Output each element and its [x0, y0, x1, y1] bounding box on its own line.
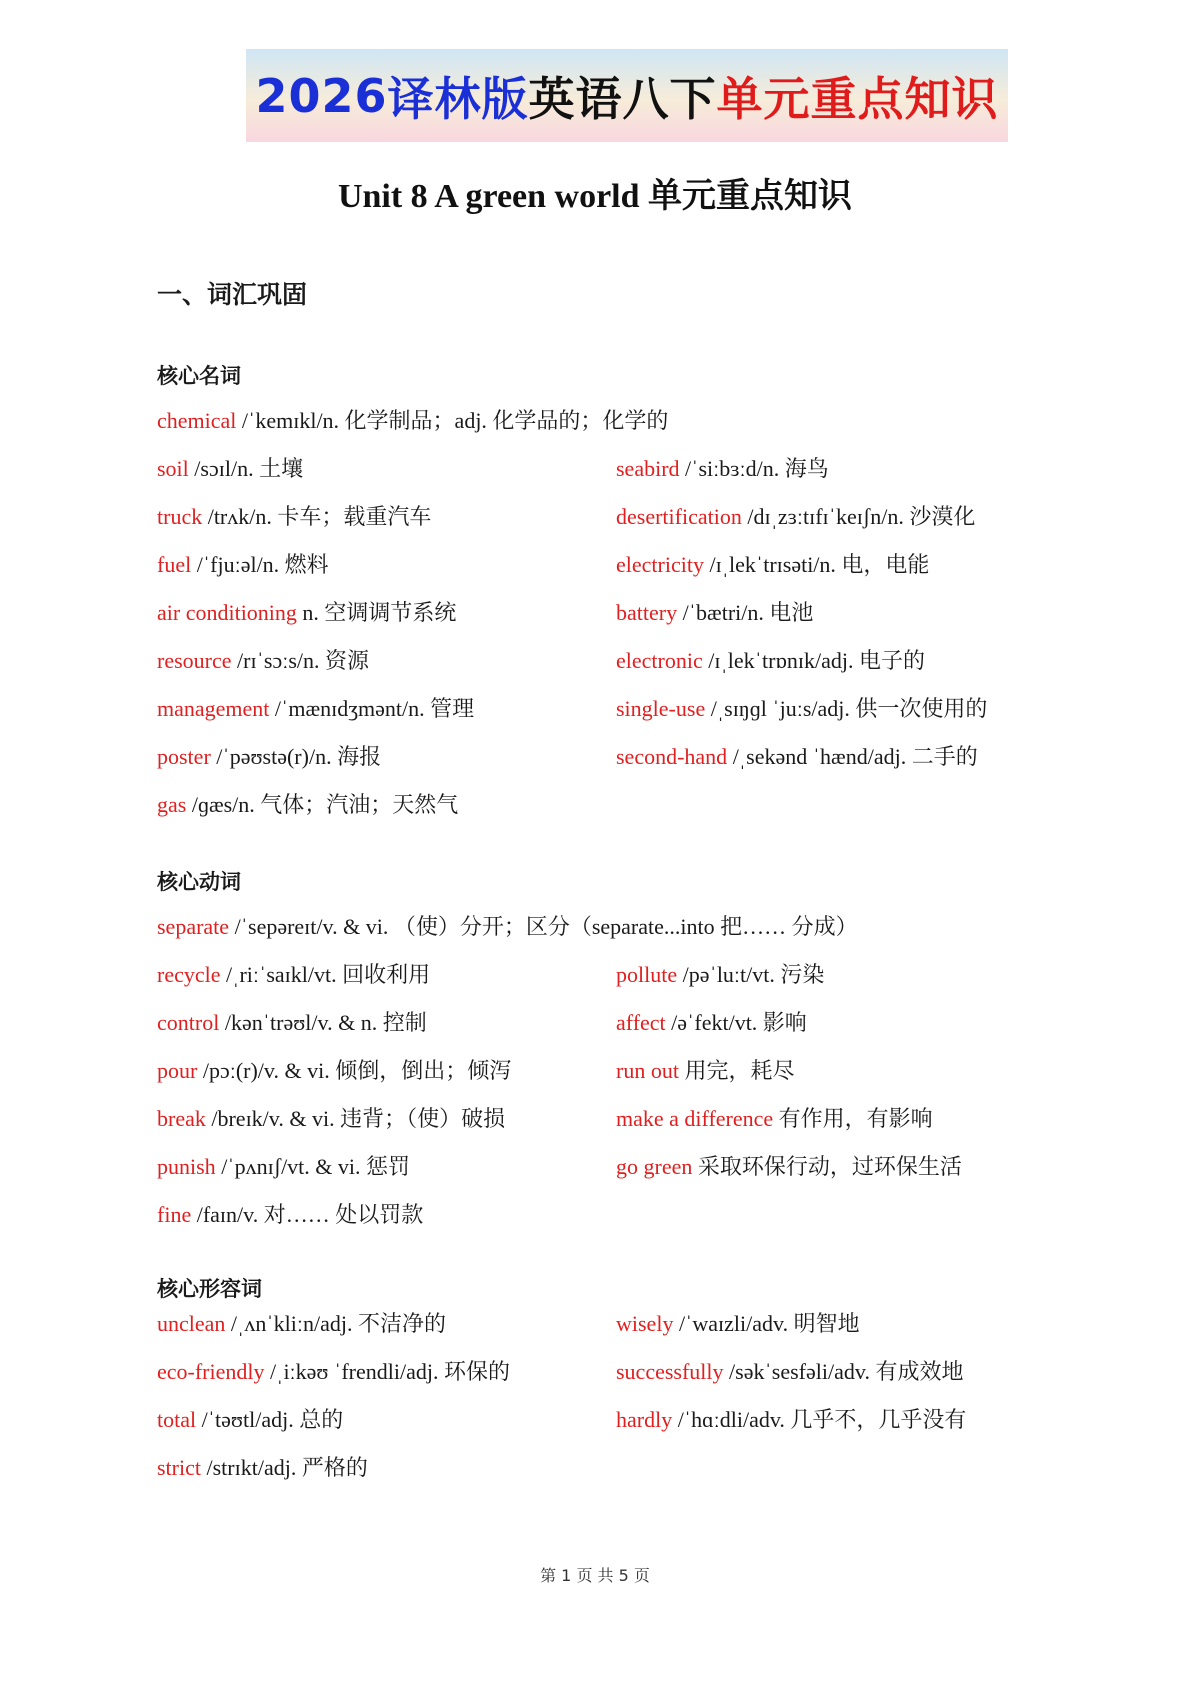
vocab-word: make a difference — [616, 1106, 774, 1131]
vocab-entry — [157, 695, 474, 723]
vocab-word: fine — [157, 1202, 192, 1227]
vocab-definition: /sɔɪl/n. 土壤 — [188, 456, 304, 481]
vocab-word: battery — [616, 600, 678, 625]
vocab-entry — [616, 1153, 962, 1181]
page-number: 第 1 页 共 5 页 — [540, 1566, 650, 1585]
vocab-definition: /ˈhɑːdli/adv. 几乎不，几乎没有 — [672, 1407, 967, 1432]
vocab-definition: /pɔː(r)/v. & vi. 倾倒，倒出；倾泻 — [197, 1058, 512, 1083]
vocab-entry — [616, 551, 929, 579]
vocab-entry — [157, 407, 668, 435]
page-title: Unit 8 A green world 单元重点知识 — [337, 178, 853, 215]
vocab-word: electronic — [616, 648, 703, 673]
vocab-entry — [157, 647, 369, 675]
vocab-entry — [157, 913, 858, 941]
vocab-definition: /ˌsekənd ˈhænd/adj. 二手的 — [727, 744, 978, 769]
vocab-word: chemical — [157, 408, 237, 433]
vocab-word: pollute — [616, 962, 678, 987]
vocab-entry — [616, 1406, 966, 1434]
vocab-entry — [157, 599, 456, 627]
vocab-definition: /trʌk/n. 卡车；载重汽车 — [202, 504, 432, 529]
vocab-word: gas — [157, 792, 187, 817]
vocab-entry — [616, 455, 829, 483]
vocab-definition: /pəˈluːt/vt. 污染 — [677, 962, 825, 987]
vocab-entry — [157, 1201, 423, 1229]
vocab-definition: /ˌiːkəʊ ˈfrendli/adj. 环保的 — [264, 1359, 510, 1384]
vocab-definition: /səkˈsesfəli/adv. 有成效地 — [723, 1359, 964, 1384]
subheading-nouns: 核心名词 — [157, 364, 241, 388]
vocab-word: wisely — [616, 1311, 674, 1336]
vocab-definition: n. 空调调节系统 — [296, 600, 457, 625]
vocab-word: strict — [157, 1455, 201, 1480]
vocab-entry — [157, 1105, 505, 1133]
vocab-word: fuel — [157, 552, 192, 577]
vocab-definition: /ˈbætri/n. 电池 — [677, 600, 814, 625]
vocab-definition: /rɪˈsɔːs/n. 资源 — [231, 648, 370, 673]
vocab-word: successfully — [616, 1359, 724, 1384]
vocab-definition: /ˈtəʊtl/adj. 总的 — [196, 1407, 344, 1432]
vocab-definition: /faɪn/v. 对…… 处以罚款 — [191, 1202, 424, 1227]
vocab-definition: /ɪˌlekˈtrɒnɪk/adj. 电子的 — [702, 648, 926, 673]
vocab-entry — [157, 1009, 427, 1037]
vocab-word: control — [157, 1010, 220, 1035]
vocab-entry — [157, 455, 303, 483]
vocab-word: break — [157, 1106, 206, 1131]
vocab-entry — [157, 791, 458, 819]
vocab-definition: /ɪˌlekˈtrɪsəti/n. 电，电能 — [703, 552, 930, 577]
vocab-definition: /ˈsepəreɪt/v. & vi. （使）分开；区分（separate...into 把…… 分成） — [229, 914, 858, 939]
vocab-entry — [616, 695, 987, 723]
title-banner — [246, 49, 1008, 142]
vocab-word: resource — [157, 648, 232, 673]
vocab-entry — [157, 1310, 446, 1338]
vocab-entry — [157, 503, 431, 531]
vocab-word: truck — [157, 504, 203, 529]
vocab-definition: /ɡæs/n. 气体；汽油；天然气 — [186, 792, 459, 817]
vocab-word: single-use — [616, 696, 706, 721]
vocab-definition: /ˌriːˈsaɪkl/vt. 回收利用 — [220, 962, 431, 987]
vocab-definition: /kənˈtrəʊl/v. & n. 控制 — [219, 1010, 427, 1035]
vocab-word: seabird — [616, 456, 680, 481]
vocab-definition: /dɪˌzɜːtɪfɪˈkeɪʃn/n. 沙漠化 — [741, 504, 976, 529]
subheading-verbs: 核心动词 — [157, 870, 241, 894]
vocab-word: total — [157, 1407, 197, 1432]
vocab-entry — [616, 599, 813, 627]
vocab-entry — [157, 1406, 343, 1434]
vocab-entry — [616, 1105, 933, 1133]
banner-publisher: 译林版 — [387, 71, 529, 126]
vocab-entry — [157, 551, 329, 579]
vocab-word: run out — [616, 1058, 679, 1083]
vocab-entry — [616, 647, 925, 675]
vocab-entry — [616, 961, 824, 989]
vocab-word: eco-friendly — [157, 1359, 265, 1384]
subheading-adjectives: 核心形容词 — [157, 1277, 262, 1301]
vocab-definition: /əˈfekt/vt. 影响 — [665, 1010, 807, 1035]
vocab-definition: /strɪkt/adj. 严格的 — [201, 1455, 368, 1480]
banner-topic: 单元重点知识 — [716, 71, 999, 126]
vocab-definition: /ˈfjuːəl/n. 燃料 — [191, 552, 329, 577]
vocab-definition: 用完，耗尽 — [678, 1058, 795, 1083]
vocab-definition: /ˌsɪŋɡl ˈjuːs/adj. 供一次使用的 — [705, 696, 988, 721]
vocab-entry — [616, 503, 975, 531]
vocab-entry — [157, 961, 430, 989]
vocab-definition: /ˌʌnˈkliːn/adj. 不洁净的 — [225, 1311, 446, 1336]
banner-subject: 英语八下 — [528, 71, 717, 126]
vocab-word: soil — [157, 456, 189, 481]
vocab-word: affect — [616, 1010, 666, 1035]
banner-year: 2026 — [255, 68, 388, 123]
vocab-entry — [157, 1153, 410, 1181]
vocab-word: punish — [157, 1154, 216, 1179]
vocab-word: recycle — [157, 962, 221, 987]
vocab-entry — [616, 1310, 860, 1338]
vocab-word: desertification — [616, 504, 742, 529]
vocab-definition: /ˈpəʊstə(r)/n. 海报 — [210, 744, 382, 769]
vocab-word: separate — [157, 914, 230, 939]
vocab-entry — [157, 1057, 511, 1085]
vocab-definition: /ˈpʌnɪʃ/vt. & vi. 惩罚 — [215, 1154, 411, 1179]
vocab-entry — [157, 1454, 368, 1482]
vocab-definition: /ˈwaɪzli/adv. 明智地 — [673, 1311, 860, 1336]
vocab-entry — [157, 1358, 510, 1386]
vocab-definition: 有作用，有影响 — [773, 1106, 933, 1131]
vocab-word: management — [157, 696, 270, 721]
vocab-word: electricity — [616, 552, 704, 577]
vocab-definition: /breɪk/v. & vi. 违背；（使）破损 — [205, 1106, 506, 1131]
vocab-definition: /ˈkemɪkl/n. 化学制品；adj. 化学品的；化学的 — [236, 408, 669, 433]
vocab-entry — [157, 743, 381, 771]
vocab-entry — [616, 1057, 794, 1085]
vocab-word: hardly — [616, 1407, 673, 1432]
vocab-word: second-hand — [616, 744, 728, 769]
vocab-word: go green — [616, 1154, 693, 1179]
vocab-word: air conditioning — [157, 600, 297, 625]
vocab-word: unclean — [157, 1311, 226, 1336]
vocab-entry — [616, 743, 978, 771]
vocab-word: pour — [157, 1058, 198, 1083]
section-heading-vocabulary: 一、词汇巩固 — [157, 280, 308, 309]
vocab-definition: /ˈmænɪdʒmənt/n. 管理 — [269, 696, 475, 721]
vocab-word: poster — [157, 744, 211, 769]
vocab-definition: 采取环保行动，过环保生活 — [692, 1154, 962, 1179]
vocab-definition: /ˈsiːbɜːd/n. 海鸟 — [679, 456, 829, 481]
vocab-entry — [616, 1009, 807, 1037]
vocab-entry — [616, 1358, 963, 1386]
